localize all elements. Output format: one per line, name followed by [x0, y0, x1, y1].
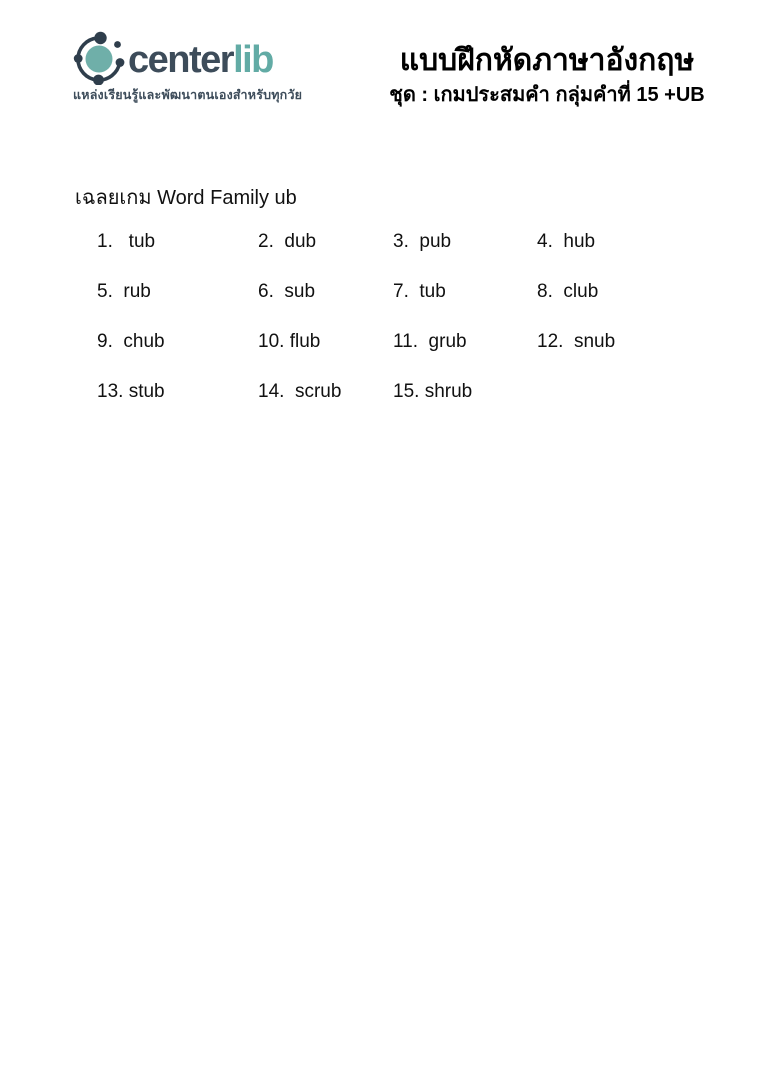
worksheet-header [388, 42, 706, 108]
answer-key-heading: เฉลยเกม Word Family ub [75, 187, 297, 209]
answer-item: 13. stub [97, 381, 165, 402]
answer-item: 1. tub [97, 231, 156, 252]
wordmark-center: center [128, 39, 234, 81]
answer-item: 8. club [537, 281, 599, 302]
wordmark-lib: lib [233, 39, 273, 81]
answer-item: 15. shrub [393, 381, 473, 402]
centerlib-orbit-icon [72, 30, 127, 85]
answer-item: 9. chub [97, 331, 165, 352]
answer-item: 14. scrub [258, 381, 342, 402]
centerlib-wordmark [128, 38, 273, 82]
answer-item: 11. grub [393, 331, 467, 352]
answer-item: 12. snub [537, 331, 616, 352]
worksheet-subtitle: ชุด : เกมประสมคำ กลุ่มคำที่ 15 +UB [389, 84, 705, 106]
answer-item: 2. dub [258, 231, 317, 252]
answer-item: 6. sub [258, 281, 316, 302]
answer-item: 3. pub [393, 231, 452, 252]
logo-tagline: แหล่งเรียนรู้และพัฒนาตนเองสำหรับทุกวัย [73, 88, 303, 102]
answers-grid [97, 217, 717, 417]
answer-item: 10. flub [258, 331, 321, 352]
worksheet-title: แบบฝึกหัดภาษาอังกฤษ [399, 44, 695, 77]
answer-item: 4. hub [537, 231, 596, 252]
answer-item: 7. tub [393, 281, 446, 302]
answer-item: 5. rub [97, 281, 151, 302]
